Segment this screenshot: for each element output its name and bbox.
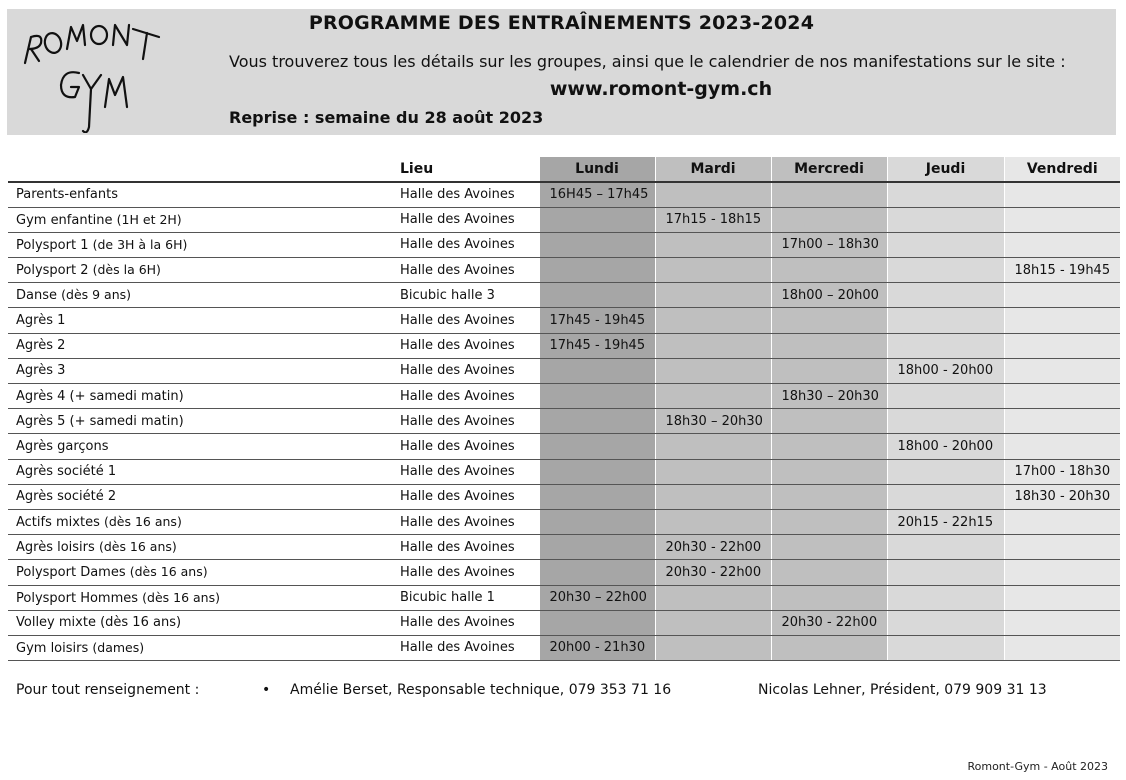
header-lieu: Lieu xyxy=(396,157,539,182)
group-name: Agrès 4 (+ samedi matin) xyxy=(16,388,184,404)
time-cell-mercredi xyxy=(771,535,887,560)
time-cell-vendredi xyxy=(1004,535,1120,560)
time-cell-mercredi: 17h00 – 18h30 xyxy=(771,232,887,257)
time-cell-jeudi xyxy=(887,308,1004,333)
header-banner xyxy=(7,9,1116,135)
time-cell-lundi: 20h00 - 21h30 xyxy=(539,635,655,660)
lieu-cell: Halle des Avoines xyxy=(396,459,539,484)
group-cell xyxy=(8,182,396,207)
time-cell-mercredi xyxy=(771,434,887,459)
time-cell-vendredi xyxy=(1004,610,1120,635)
group-note: (dès 16 ans) xyxy=(142,589,220,605)
time-cell-vendredi xyxy=(1004,434,1120,459)
time-cell-jeudi xyxy=(887,384,1004,409)
time-cell-vendredi xyxy=(1004,333,1120,358)
time-cell-jeudi xyxy=(887,232,1004,257)
lieu-cell: Halle des Avoines xyxy=(396,207,539,232)
table-row xyxy=(8,484,1120,509)
time-cell-mercredi xyxy=(771,484,887,509)
time-cell-jeudi xyxy=(887,484,1004,509)
lieu-cell: Halle des Avoines xyxy=(396,635,539,660)
time-cell-mardi: 20h30 - 22h00 xyxy=(655,535,771,560)
time-cell-jeudi xyxy=(887,283,1004,308)
time-cell-lundi xyxy=(539,434,655,459)
time-cell-mardi xyxy=(655,585,771,610)
contact-technical-manager: Amélie Berset, Responsable technique, 079 353 71 16 xyxy=(290,682,672,698)
table-row xyxy=(8,258,1120,283)
group-cell xyxy=(8,258,396,283)
group-name: Polysport Dames xyxy=(16,565,126,581)
time-cell-lundi xyxy=(539,509,655,534)
time-cell-lundi: 17h45 - 19h45 xyxy=(539,333,655,358)
time-cell-lundi xyxy=(539,484,655,509)
table-row xyxy=(8,585,1120,610)
time-cell-vendredi xyxy=(1004,585,1120,610)
lieu-cell: Halle des Avoines xyxy=(396,358,539,383)
time-cell-lundi xyxy=(539,459,655,484)
time-cell-mardi xyxy=(655,358,771,383)
group-cell xyxy=(8,409,396,434)
group-name: Gym enfantine xyxy=(16,212,113,228)
group-name: Agrès garçons xyxy=(16,438,109,454)
lieu-cell: Halle des Avoines xyxy=(396,535,539,560)
time-cell-jeudi: 20h15 - 22h15 xyxy=(887,509,1004,534)
time-cell-mardi xyxy=(655,484,771,509)
time-cell-jeudi xyxy=(887,207,1004,232)
group-cell xyxy=(8,484,396,509)
time-cell-mercredi xyxy=(771,308,887,333)
time-cell-jeudi: 18h00 - 20h00 xyxy=(887,358,1004,383)
header-mardi: Mardi xyxy=(655,157,771,182)
time-cell-mercredi xyxy=(771,409,887,434)
lieu-cell: Halle des Avoines xyxy=(396,610,539,635)
header-mercredi: Mercredi xyxy=(771,157,887,182)
group-name: Agrès 2 xyxy=(16,338,66,354)
group-note: (de 3H à la 6H) xyxy=(92,236,188,252)
group-cell xyxy=(8,585,396,610)
time-cell-vendredi xyxy=(1004,384,1120,409)
group-name: Danse xyxy=(16,288,57,304)
lieu-cell: Halle des Avoines xyxy=(396,509,539,534)
time-cell-vendredi xyxy=(1004,560,1120,585)
group-cell xyxy=(8,535,396,560)
time-cell-vendredi xyxy=(1004,182,1120,207)
time-cell-mercredi xyxy=(771,635,887,660)
group-cell xyxy=(8,333,396,358)
group-cell xyxy=(8,308,396,333)
reprise-date: Reprise : semaine du 28 août 2023 xyxy=(229,108,544,127)
time-cell-vendredi xyxy=(1004,509,1120,534)
time-cell-vendredi xyxy=(1004,358,1120,383)
time-cell-jeudi xyxy=(887,459,1004,484)
time-cell-mardi xyxy=(655,308,771,333)
time-cell-lundi xyxy=(539,384,655,409)
time-cell-vendredi: 18h15 - 19h45 xyxy=(1004,258,1120,283)
footer-text: Romont-Gym - Août 2023 xyxy=(967,760,1108,773)
lieu-cell: Halle des Avoines xyxy=(396,258,539,283)
lieu-cell: Halle des Avoines xyxy=(396,560,539,585)
table-row xyxy=(8,459,1120,484)
table-row xyxy=(8,232,1120,257)
time-cell-mardi xyxy=(655,459,771,484)
time-cell-vendredi xyxy=(1004,232,1120,257)
group-cell xyxy=(8,434,396,459)
time-cell-mercredi xyxy=(771,560,887,585)
table-row xyxy=(8,610,1120,635)
time-cell-mardi xyxy=(655,434,771,459)
time-cell-mardi: 20h30 - 22h00 xyxy=(655,560,771,585)
time-cell-mardi xyxy=(655,283,771,308)
time-cell-vendredi xyxy=(1004,409,1120,434)
subtitle-text: Vous trouverez tous les détails sur les groupes, ainsi que le calendrier de nos manifestations sur le site : xyxy=(229,52,1066,71)
time-cell-mercredi xyxy=(771,207,887,232)
header-vendredi: Vendredi xyxy=(1004,157,1120,182)
group-name: Agrès 5 (+ samedi matin) xyxy=(16,413,184,429)
time-cell-mercredi xyxy=(771,585,887,610)
group-name: Gym loisirs xyxy=(16,640,89,656)
time-cell-mardi xyxy=(655,610,771,635)
time-cell-jeudi xyxy=(887,585,1004,610)
time-cell-mardi: 17h15 - 18h15 xyxy=(655,207,771,232)
time-cell-mercredi xyxy=(771,182,887,207)
contact-label: Pour tout renseignement : xyxy=(16,682,200,698)
group-cell xyxy=(8,384,396,409)
page-title: PROGRAMME DES ENTRAÎNEMENTS 2023-2024 xyxy=(308,12,815,34)
group-name: Volley mixte (dès 16 ans) xyxy=(16,615,182,631)
lieu-cell: Halle des Avoines xyxy=(396,384,539,409)
table-row xyxy=(8,283,1120,308)
time-cell-lundi: 17h45 - 19h45 xyxy=(539,308,655,333)
header-row xyxy=(8,157,1120,182)
time-cell-lundi xyxy=(539,409,655,434)
time-cell-jeudi xyxy=(887,635,1004,660)
group-cell xyxy=(8,358,396,383)
table-row xyxy=(8,635,1120,660)
group-cell xyxy=(8,207,396,232)
time-cell-jeudi xyxy=(887,535,1004,560)
time-cell-mercredi xyxy=(771,509,887,534)
group-name: Agrès loisirs xyxy=(16,540,95,556)
time-cell-mercredi xyxy=(771,358,887,383)
table-header xyxy=(8,157,1120,182)
time-cell-vendredi xyxy=(1004,283,1120,308)
time-cell-lundi: 16H45 – 17h45 xyxy=(539,182,655,207)
header-group xyxy=(8,157,396,182)
time-cell-mardi: 18h30 – 20h30 xyxy=(655,409,771,434)
table-row xyxy=(8,333,1120,358)
group-name: Agrès société 1 xyxy=(16,464,117,480)
time-cell-jeudi xyxy=(887,258,1004,283)
time-cell-vendredi xyxy=(1004,207,1120,232)
table-row xyxy=(8,560,1120,585)
group-note: (dès 16 ans) xyxy=(129,564,208,580)
group-note: (dès 9 ans) xyxy=(61,287,132,303)
time-cell-lundi xyxy=(539,232,655,257)
time-cell-mercredi: 18h00 – 20h00 xyxy=(771,283,887,308)
group-note: (dames) xyxy=(92,639,145,655)
group-name: Polysport 2 xyxy=(16,263,89,279)
schedule-table xyxy=(8,157,1120,661)
time-cell-lundi xyxy=(539,207,655,232)
lieu-cell: Halle des Avoines xyxy=(396,182,539,207)
time-cell-vendredi: 18h30 - 20h30 xyxy=(1004,484,1120,509)
table-row xyxy=(8,384,1120,409)
group-cell xyxy=(8,232,396,257)
table-row xyxy=(8,409,1120,434)
time-cell-mercredi xyxy=(771,333,887,358)
time-cell-mardi xyxy=(655,509,771,534)
group-name: Actifs mixtes xyxy=(16,515,100,531)
header-lundi: Lundi xyxy=(539,157,655,182)
time-cell-mercredi: 20h30 - 22h00 xyxy=(771,610,887,635)
lieu-cell: Halle des Avoines xyxy=(396,409,539,434)
time-cell-mardi xyxy=(655,182,771,207)
time-cell-mardi xyxy=(655,333,771,358)
group-note: (dès 16 ans) xyxy=(98,539,177,555)
time-cell-mardi xyxy=(655,232,771,257)
time-cell-mardi xyxy=(655,635,771,660)
time-cell-mardi xyxy=(655,384,771,409)
group-cell xyxy=(8,283,396,308)
time-cell-mardi xyxy=(655,258,771,283)
contact-president: Nicolas Lehner, Président, 079 909 31 13 xyxy=(758,682,1047,698)
time-cell-jeudi: 18h00 - 20h00 xyxy=(887,434,1004,459)
table-row xyxy=(8,434,1120,459)
time-cell-lundi xyxy=(539,258,655,283)
table-body xyxy=(8,182,1120,661)
bullet-icon: • xyxy=(262,682,271,698)
time-cell-vendredi: 17h00 - 18h30 xyxy=(1004,459,1120,484)
group-name: Polysport 1 xyxy=(16,237,89,253)
table-row xyxy=(8,358,1120,383)
table-row xyxy=(8,535,1120,560)
group-note: (1H et 2H) xyxy=(116,211,182,227)
group-cell xyxy=(8,509,396,534)
table-row xyxy=(8,182,1120,207)
time-cell-jeudi xyxy=(887,333,1004,358)
time-cell-lundi: 20h30 – 22h00 xyxy=(539,585,655,610)
lieu-cell: Halle des Avoines xyxy=(396,434,539,459)
group-note: (dès 16 ans) xyxy=(103,514,182,530)
time-cell-vendredi xyxy=(1004,308,1120,333)
time-cell-jeudi xyxy=(887,182,1004,207)
group-cell xyxy=(8,560,396,585)
lieu-cell: Halle des Avoines xyxy=(396,308,539,333)
lieu-cell: Bicubic halle 1 xyxy=(396,585,539,610)
lieu-cell: Bicubic halle 3 xyxy=(396,283,539,308)
group-name: Agrès 1 xyxy=(16,313,66,329)
table-row xyxy=(8,308,1120,333)
time-cell-jeudi xyxy=(887,409,1004,434)
time-cell-lundi xyxy=(539,535,655,560)
time-cell-lundi xyxy=(539,610,655,635)
table-row xyxy=(8,207,1120,232)
lieu-cell: Halle des Avoines xyxy=(396,484,539,509)
group-note: (dès la 6H) xyxy=(92,262,161,278)
time-cell-jeudi xyxy=(887,610,1004,635)
lieu-cell: Halle des Avoines xyxy=(396,232,539,257)
group-name: Polysport Hommes xyxy=(16,590,139,606)
header-jeudi: Jeudi xyxy=(887,157,1004,182)
time-cell-lundi xyxy=(539,358,655,383)
time-cell-mercredi: 18h30 – 20h30 xyxy=(771,384,887,409)
website-link[interactable]: www.romont-gym.ch xyxy=(549,78,773,100)
group-name: Agrès 3 xyxy=(16,363,66,379)
table-row xyxy=(8,509,1120,534)
lieu-cell: Halle des Avoines xyxy=(396,333,539,358)
time-cell-lundi xyxy=(539,560,655,585)
group-cell xyxy=(8,635,396,660)
group-name: Agrès société 2 xyxy=(16,489,117,505)
time-cell-mercredi xyxy=(771,459,887,484)
time-cell-jeudi xyxy=(887,560,1004,585)
time-cell-vendredi xyxy=(1004,635,1120,660)
group-cell xyxy=(8,459,396,484)
group-cell xyxy=(8,610,396,635)
time-cell-mercredi xyxy=(771,258,887,283)
group-name: Parents-enfants xyxy=(16,187,118,203)
time-cell-lundi xyxy=(539,283,655,308)
